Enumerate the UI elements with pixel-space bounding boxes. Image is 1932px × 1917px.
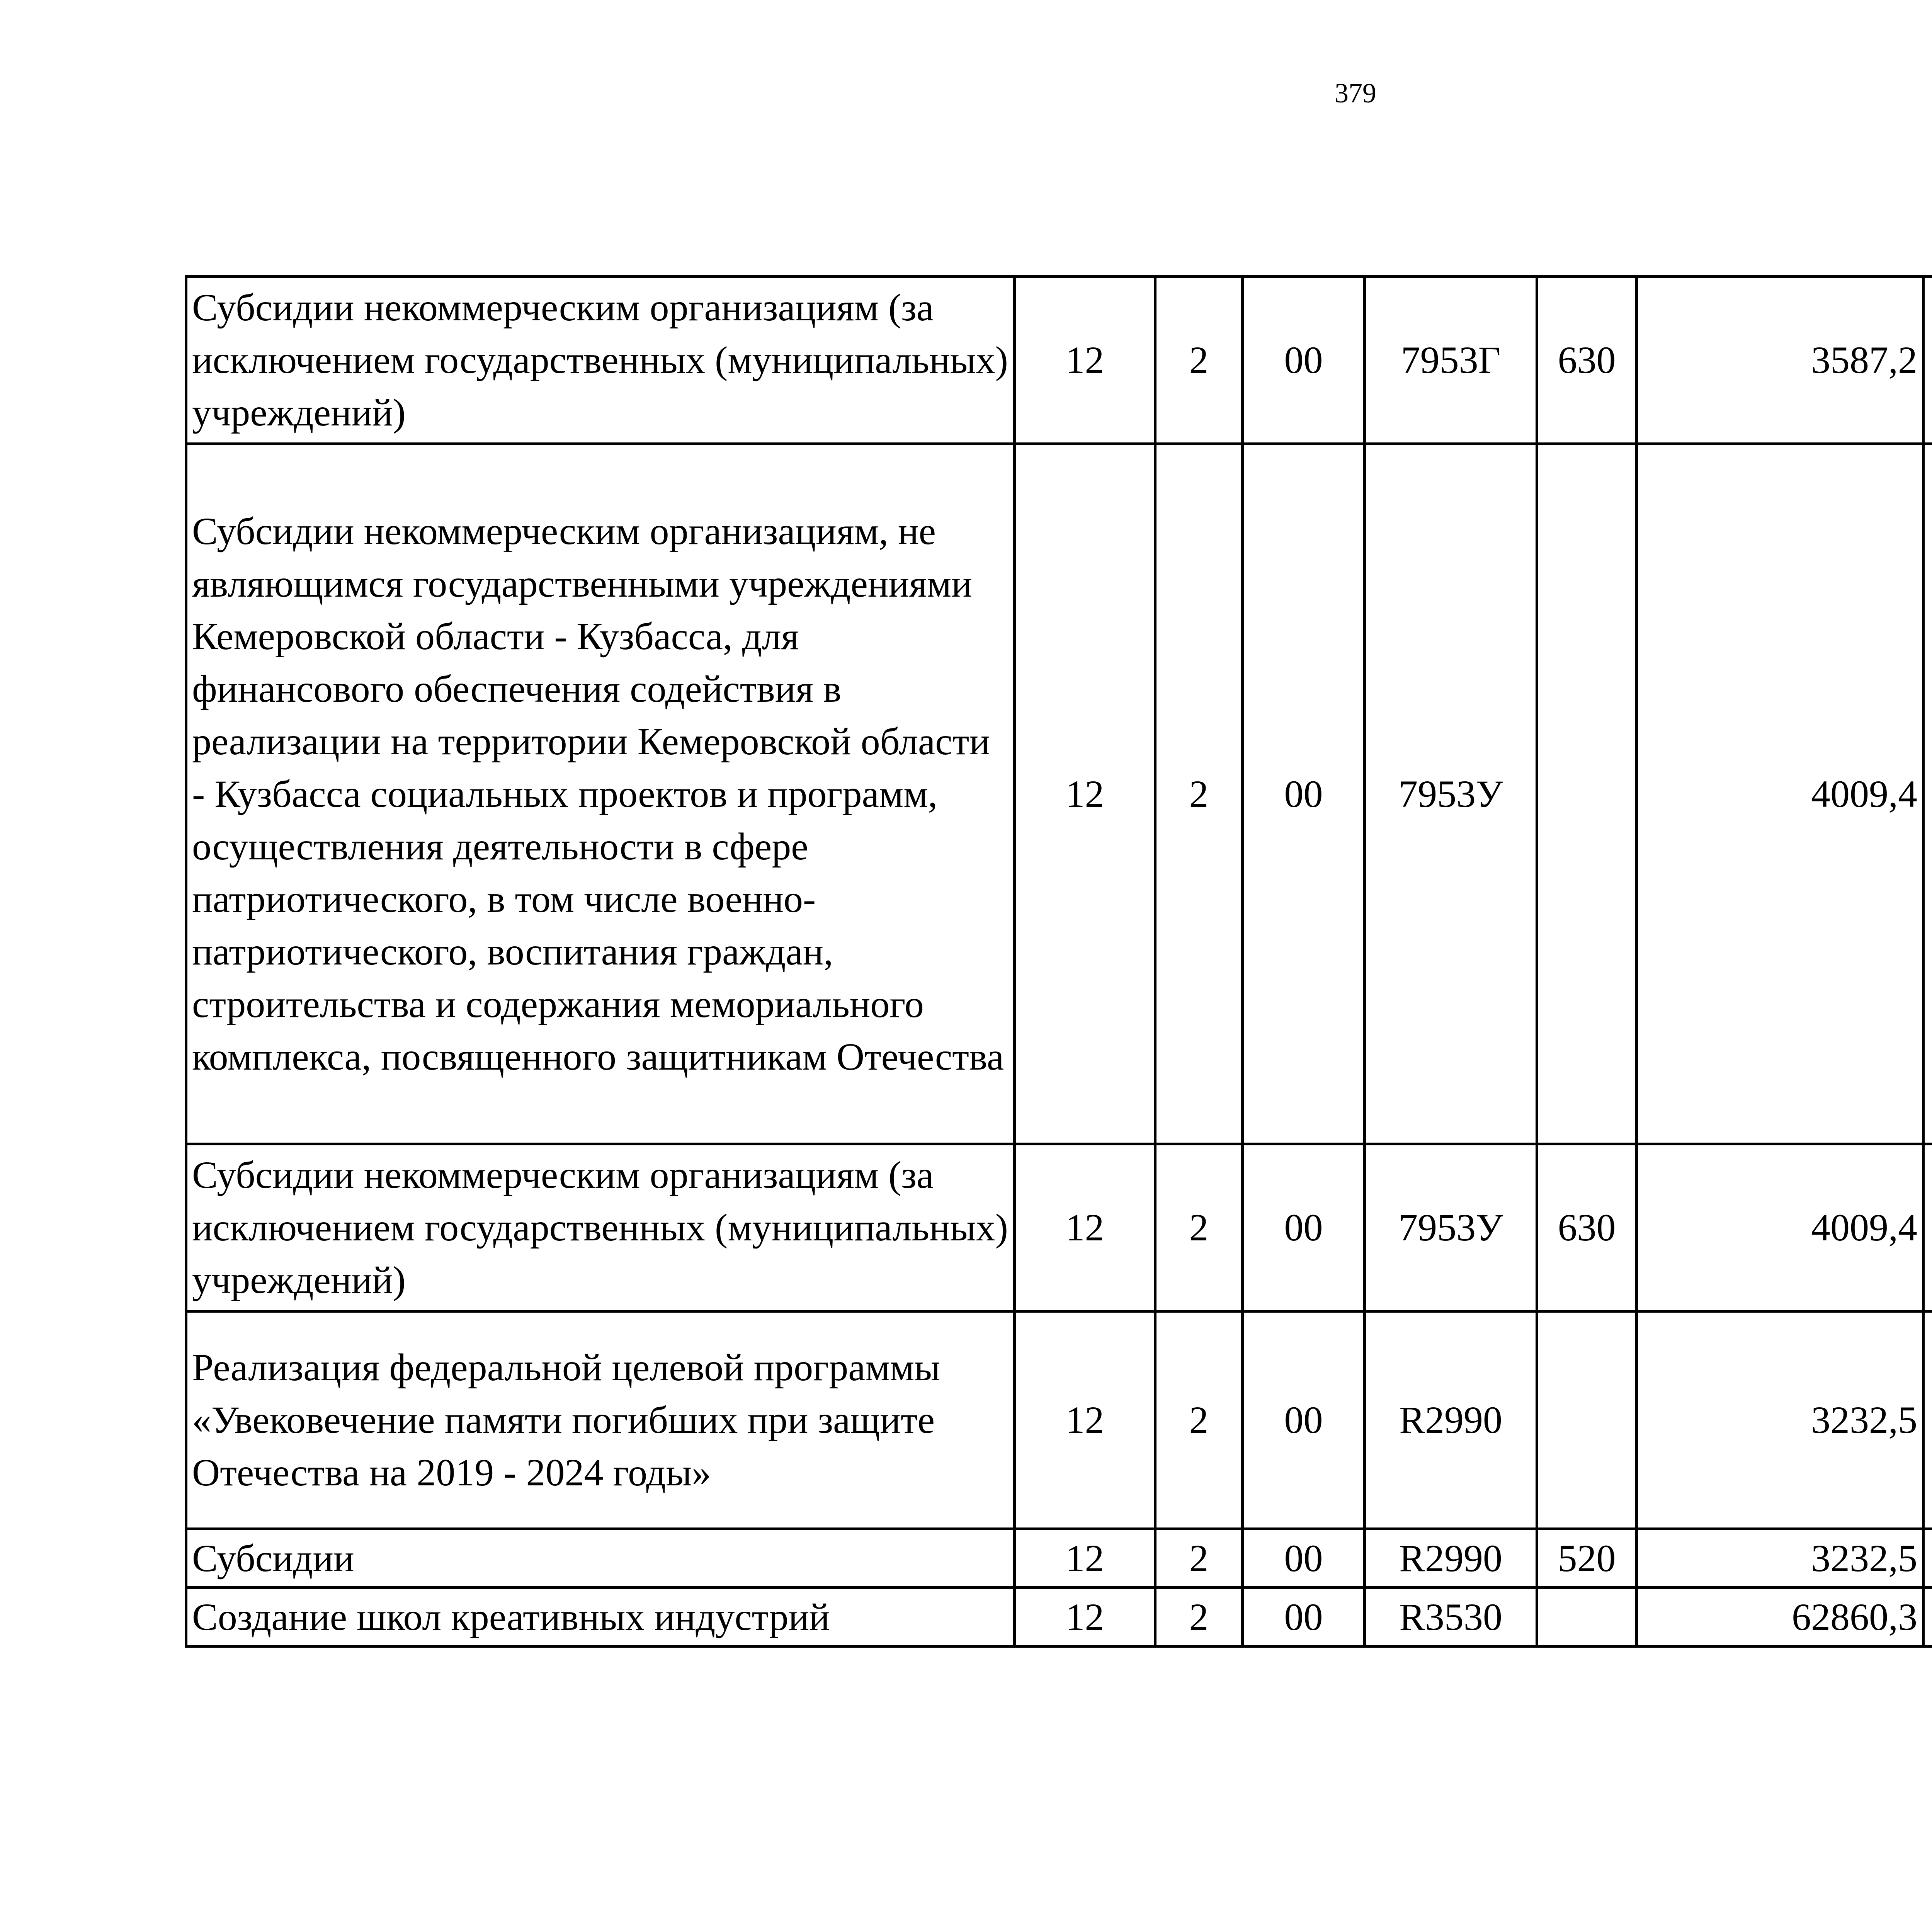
direction-cell: 7953У [1365, 1144, 1537, 1311]
table-row [186, 444, 1932, 1144]
table-row [186, 1529, 1932, 1588]
table-row [186, 1144, 1932, 1311]
year-2-amount [1923, 1144, 1932, 1311]
direction-cell: 7953Г [1365, 277, 1537, 444]
direction-cell: 7953У [1365, 444, 1537, 1144]
section-cell: 12 [1015, 277, 1155, 444]
year-1-amount: 3232,5 [1637, 1311, 1923, 1529]
direction-cell: R3530 [1365, 1588, 1537, 1647]
year-1-amount: 3232,5 [1637, 1529, 1923, 1588]
row-name: Реализация федеральной целевой программы «Увековечение памяти погибших при защите Отечества на 2019 - 2024 годы» [186, 1311, 1015, 1529]
expense-type-cell [1537, 1588, 1637, 1647]
year-2-amount [1923, 1588, 1932, 1647]
budget-table [185, 275, 1932, 1648]
direction-cell: R2990 [1365, 1311, 1537, 1529]
row-name: Субсидии [186, 1529, 1015, 1588]
year-2-amount [1923, 1311, 1932, 1529]
year-1-amount: 4009,4 [1637, 1144, 1923, 1311]
program-cell: 00 [1243, 1529, 1365, 1588]
section-cell: 12 [1015, 444, 1155, 1144]
expense-type-cell: 630 [1537, 277, 1637, 444]
program-cell: 00 [1243, 1588, 1365, 1647]
subsection-cell: 2 [1155, 1311, 1243, 1529]
subsection-cell: 2 [1155, 277, 1243, 444]
year-2-amount [1923, 1529, 1932, 1588]
expense-type-cell: 630 [1537, 1144, 1637, 1311]
row-name: Субсидии некоммерческим организациям (за исключением государственных (муниципальных) учреждений) [186, 1144, 1015, 1311]
section-cell: 12 [1015, 1529, 1155, 1588]
expense-type-cell [1537, 1311, 1637, 1529]
table-row [186, 277, 1932, 444]
page-number: 379 [1335, 78, 1376, 109]
program-cell: 00 [1243, 277, 1365, 444]
expense-type-cell: 520 [1537, 1529, 1637, 1588]
subsection-cell: 2 [1155, 1144, 1243, 1311]
subsection-cell: 2 [1155, 1588, 1243, 1647]
section-cell: 12 [1015, 1588, 1155, 1647]
row-name: Субсидии некоммерческим организациям, не являющимся государственными учреждениями Кемеровской области - Кузбасса, для финансового обеспечения содействия в реализации на территории Кемеровской области - Кузбасса социальных проектов и программ, осуществления деятельности в сфере патриотического, в том числе военно-патриотического, воспитания граждан, строительства и содержания мемориального комплекса, посвященного защитникам Отечества [186, 444, 1015, 1144]
subsection-cell: 2 [1155, 1529, 1243, 1588]
year-1-amount: 4009,4 [1637, 444, 1923, 1144]
section-cell: 12 [1015, 1311, 1155, 1529]
row-name: Субсидии некоммерческим организациям (за исключением государственных (муниципальных) учреждений) [186, 277, 1015, 444]
expense-type-cell [1537, 444, 1637, 1144]
section-cell: 12 [1015, 1144, 1155, 1311]
year-2-amount [1923, 277, 1932, 444]
direction-cell: R2990 [1365, 1529, 1537, 1588]
program-cell: 00 [1243, 1144, 1365, 1311]
table-row [186, 1588, 1932, 1647]
program-cell: 00 [1243, 444, 1365, 1144]
row-name: Создание школ креативных индустрий [186, 1588, 1015, 1647]
year-2-amount [1923, 444, 1932, 1144]
table-row [186, 1311, 1932, 1529]
subsection-cell: 2 [1155, 444, 1243, 1144]
program-cell: 00 [1243, 1311, 1365, 1529]
year-1-amount: 62860,3 [1637, 1588, 1923, 1647]
year-1-amount: 3587,2 [1637, 277, 1923, 444]
